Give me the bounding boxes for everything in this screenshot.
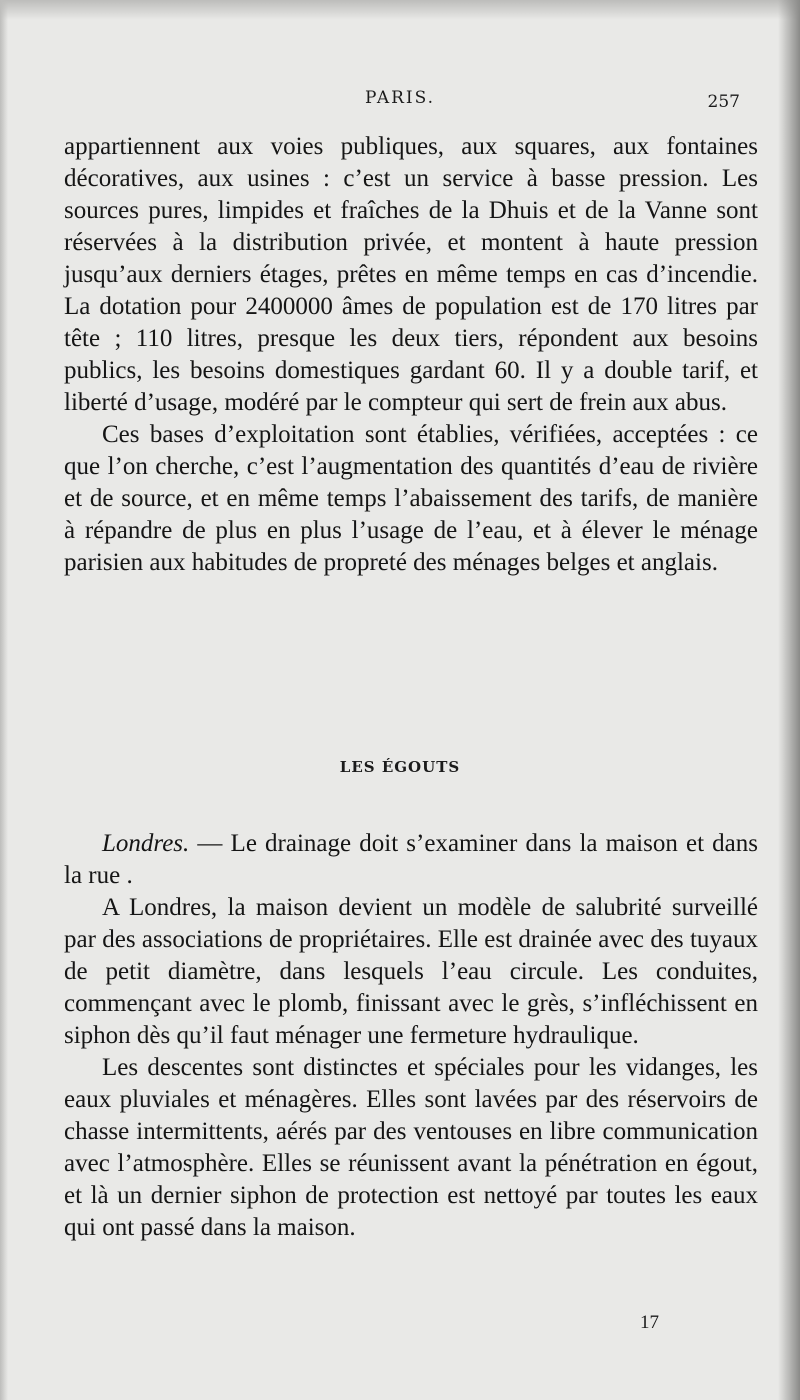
page-number: 257 <box>707 92 740 112</box>
paragraph-london-house: A Londres, la maison devient un modèle de salubrité surveillé par des associations de propriétaires. Elle est drainée avec des tuyaux de petit diamètre, dans lesquels l’eau circule. Les conduites, commençant avec le plomb, finissant avec le grès, s’infléchissent en siphon dès qu’il faut ménager une fermeture hydraulique. <box>64 894 758 1049</box>
running-title: PARIS. <box>364 88 436 108</box>
paragraph-london-intro-text: — Le drainage doit s’examiner dans la maison et dans la rue . <box>64 830 758 889</box>
paragraph-descents: Les descentes sont distinctes et spéciales pour les vidanges, les eaux pluviales et ménagères. Elles sont lavées par des réservoirs de chasse intermittents, aérés par des ventouses en libre communication avec l’atmosphère. Elles se réunissent avant la pénétration en égout, et là un dernier siphon de protection est nettoyé par toutes les eaux qui ont passé dans la maison. <box>64 1054 758 1241</box>
page-top-shadow <box>0 0 800 20</box>
page-left-shadow <box>0 0 8 1400</box>
text-block-sewers <box>64 828 758 1244</box>
paragraph-water-distribution: appartiennent aux voies publiques, aux squares, aux fontaines décoratives, aux usines : c’est un service à basse pression. Les sources pures, limpides et fraîches de la Dhuis et de la Vanne sont réservées à la distribution privée, et montent à haute pression jusqu’aux derniers étages, prêtes en même temps en cas d’incendie. La dotation pour 2400000 âmes de population est de 170 litres par tête ; 110 litres, presque les deux tiers, répondent aux besoins publics, les besoins domestiques gardant 60. Il y a double tarif, et liberté d’usage, modéré par le compteur qui sert de frein aux abus. <box>64 133 758 416</box>
signature-mark: 17 <box>640 1312 659 1333</box>
text-block-water <box>64 131 758 579</box>
running-head <box>0 86 800 116</box>
paragraph-london-intro <box>64 828 758 892</box>
paragraph-exploitation: Ces bases d’exploitation sont établies, vérifiées, acceptées : ce que l’on cherche, c’est l’augmentation des quantités d’eau de rivière et de source, et en même temps l’abaissement des tarifs, de manière à répandre de plus en plus l’usage de l’eau, et à élever le ménage parisien aux habitudes de propreté des ménages belges et anglais. <box>64 421 758 576</box>
city-name: Londres. <box>102 830 190 857</box>
page-gutter-shadow <box>778 0 800 1400</box>
section-heading: LES ÉGOUTS <box>339 758 461 776</box>
